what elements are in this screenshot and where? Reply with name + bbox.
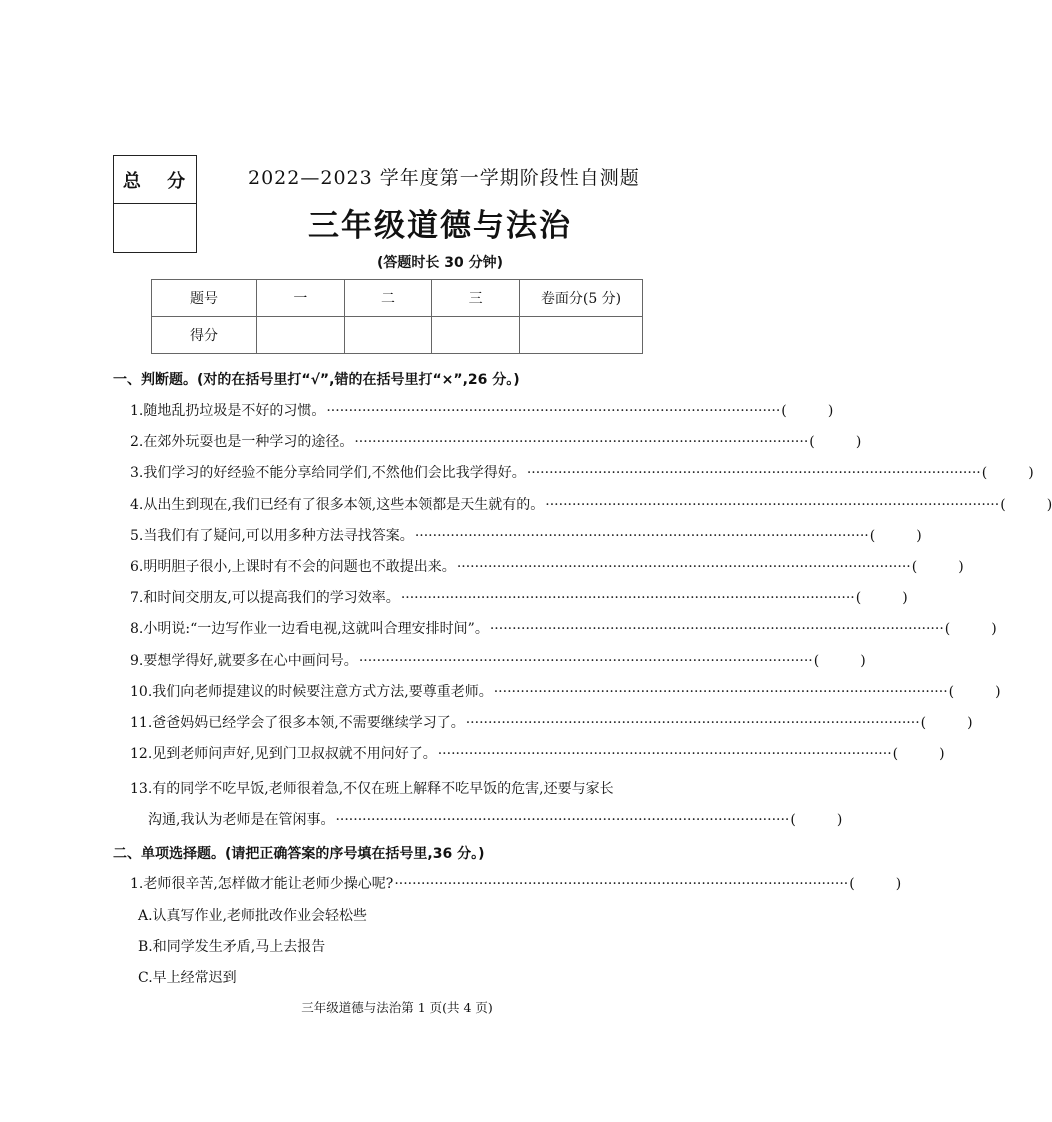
question-item (130, 681, 1001, 703)
exam-duration: (答题时长 30 分钟) (376, 255, 504, 271)
choice-option-c: C.早上经常迟到 (138, 970, 237, 986)
question-text: 5.当我们有了疑问,可以用多种方法寻找答案。 (130, 527, 414, 544)
grade-header-cell: 卷面分(5 分) (520, 280, 643, 317)
leader-dots: ······································································································ (400, 590, 855, 607)
exam-title: 三年级道德与法治 (308, 208, 572, 244)
leader-dots: ······································································································ (335, 812, 790, 828)
grade-header-cell: 一 (257, 280, 345, 317)
answer-blank[interactable]: ( ) (790, 812, 843, 828)
question-item (130, 650, 866, 672)
score-cell[interactable] (257, 317, 345, 354)
question-text: 3.我们学习的好经验不能分享给同学们,不然他们会比我学得好。 (130, 465, 526, 482)
grade-header-cell: 题号 (152, 280, 257, 317)
question-text: 13.有的同学不吃早饭,老师很着急,不仅在班上解释不吃早饭的危害,还要与家长 (130, 781, 614, 797)
leader-dots: ······································································································ (456, 559, 911, 575)
section-1-heading: 一、判断题。(对的在括号里打“√”,错的在括号里打“×”,26 分。) (113, 372, 520, 388)
answer-blank[interactable]: ( ) (892, 746, 945, 763)
question-item (130, 618, 997, 640)
question-text: 2.在郊外玩耍也是一种学习的途径。 (130, 434, 354, 451)
leader-dots: ······································································································ (545, 496, 1000, 513)
question-text: 12.见到老师问声好,见到门卫叔叔就不用问好了。 (130, 746, 437, 763)
grade-table-header-row (152, 280, 643, 317)
grade-table (151, 279, 643, 354)
score-row-label: 得分 (152, 317, 257, 354)
question-item (130, 400, 834, 422)
answer-blank[interactable]: ( ) (809, 434, 862, 451)
answer-blank[interactable]: ( ) (813, 652, 866, 669)
question-item (130, 525, 922, 547)
question-text: 6.明明胆子很小,上课时有不会的问题也不敢提出来。 (130, 559, 456, 575)
leader-dots: ······································································································ (394, 876, 849, 892)
question-item (130, 778, 680, 800)
choice-option-b: B.和同学发生矛盾,马上去报告 (138, 939, 326, 955)
question-text: 9.要想学得好,就要多在心中画问号。 (130, 652, 358, 669)
leader-dots: ······································································································ (354, 434, 809, 451)
question-text: 8.小明说:“一边写作业一边看电视,这就叫合理安排时间”。 (130, 621, 489, 638)
question-text: 1.老师很辛苦,怎样做才能让老师少操心呢? (130, 876, 394, 892)
score-cell[interactable] (520, 317, 643, 354)
grade-table-score-row (152, 317, 643, 354)
choice-question-item (130, 873, 902, 895)
question-item (130, 494, 1052, 516)
leader-dots: ······································································································ (489, 621, 944, 638)
answer-blank[interactable]: ( ) (1000, 496, 1052, 513)
question-text: 10.我们向老师提建议的时候要注意方式方法,要尊重老师。 (130, 683, 493, 700)
answer-blank[interactable]: ( ) (911, 559, 964, 575)
leader-dots: ······································································································ (358, 652, 813, 669)
answer-blank[interactable]: ( ) (948, 683, 1001, 700)
answer-blank[interactable]: ( ) (944, 621, 997, 638)
leader-dots: ······································································································ (414, 527, 869, 544)
answer-blank[interactable]: ( ) (869, 527, 922, 544)
question-text: 1.随地乱扔垃圾是不好的习惯。 (130, 403, 326, 419)
score-cell[interactable] (344, 317, 432, 354)
question-item (130, 712, 973, 734)
question-item (130, 743, 945, 765)
answer-blank[interactable]: ( ) (920, 715, 973, 731)
answer-blank[interactable]: ( ) (855, 590, 908, 607)
question-text: 11.爸爸妈妈已经学会了很多本领,不需要继续学习了。 (130, 715, 465, 731)
question-item (130, 462, 1034, 484)
leader-dots: ······································································································ (465, 715, 920, 731)
grade-header-cell: 二 (344, 280, 432, 317)
question-item (130, 556, 964, 578)
page-footer: 三年级道德与法治第 1 页(共 4 页) (301, 1000, 493, 1015)
question-item (130, 431, 862, 453)
section-2-heading: 二、单项选择题。(请把正确答案的序号填在括号里,36 分。) (113, 846, 485, 862)
answer-blank[interactable]: ( ) (849, 876, 902, 892)
leader-dots: ······································································································ (493, 683, 948, 700)
answer-blank[interactable]: ( ) (781, 403, 834, 419)
question-text: 7.和时间交朋友,可以提高我们的学习效率。 (130, 590, 400, 607)
score-cell[interactable] (432, 317, 520, 354)
question-text: 4.从出生到现在,我们已经有了很多本领,这些本领都是天生就有的。 (130, 496, 545, 513)
leader-dots: ······································································································ (437, 746, 892, 763)
question-text: 沟通,我认为老师是在管闲事。 (148, 812, 335, 828)
question-item (148, 809, 843, 831)
answer-blank[interactable]: ( ) (981, 465, 1034, 482)
exam-subtitle: 2022—2023 学年度第一学期阶段性自测题 (248, 167, 640, 189)
grade-header-cell: 三 (432, 280, 520, 317)
total-score-box (113, 155, 197, 253)
choice-option-a: A.认真写作业,老师批改作业会轻松些 (138, 908, 368, 924)
total-score-label: 总 分 (114, 156, 196, 204)
question-item (130, 587, 908, 609)
leader-dots: ······································································································ (326, 403, 781, 419)
leader-dots: ······································································································ (526, 465, 981, 482)
